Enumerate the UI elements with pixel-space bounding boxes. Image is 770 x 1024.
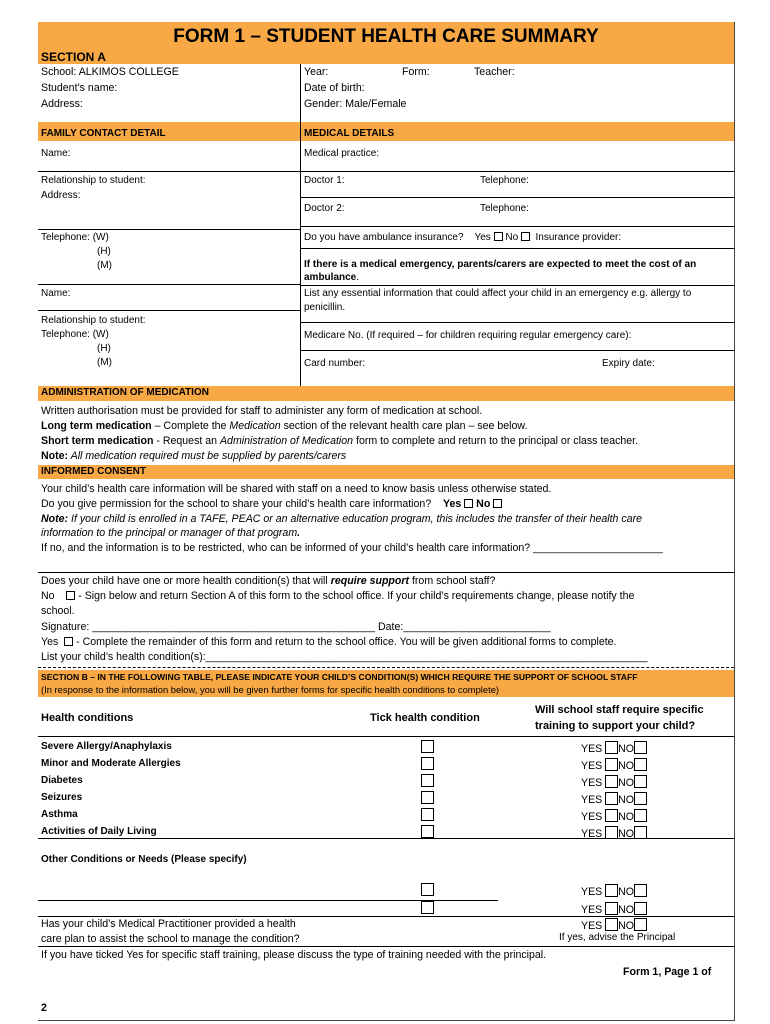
year-label[interactable]: Year: [304, 66, 329, 78]
practitioner-line2: care plan to assist the school to manage the condition? [41, 933, 300, 945]
address-label[interactable]: Address: [41, 98, 83, 110]
family-telephone-w-2[interactable]: Telephone: (W) [41, 329, 109, 340]
form-label[interactable]: Form: [402, 66, 430, 78]
condition-no-checkbox[interactable] [634, 758, 647, 771]
col-health-conditions: Health conditions [41, 712, 134, 724]
other-training-1: YES NO [581, 884, 647, 899]
condition-tick-checkbox[interactable] [421, 808, 434, 821]
expiry-date[interactable]: Expiry date: [602, 358, 655, 369]
advise-principal: If yes, advise the Principal [559, 932, 676, 943]
family-heading: FAMILY CONTACT DETAIL [41, 128, 166, 139]
consent-no-checkbox[interactable] [493, 499, 502, 508]
condition-no-checkbox[interactable] [634, 792, 647, 805]
other-tick-checkbox-2[interactable] [421, 901, 434, 914]
other-yes-checkbox-2[interactable] [605, 902, 618, 915]
medicare-number[interactable]: Medicare No. (If required – for children requiring regular emergency care): [304, 330, 632, 341]
school-label: School: ALKIMOS COLLEGE [41, 66, 179, 78]
consent-yes-checkbox[interactable] [464, 499, 473, 508]
family-telephone-m-1[interactable]: (M) [97, 260, 112, 271]
condition-training: YES NO [581, 792, 647, 807]
consent-restrict-line[interactable]: If no, and the information is to be restricted, who can be informed of your child’s health care information? ______________________ [41, 542, 663, 554]
ambulance-no-checkbox[interactable] [521, 232, 530, 241]
training-note: If you have ticked Yes for specific staff training, please discuss the type of training needed with the principal. [41, 949, 547, 961]
condition-label: Severe Allergy/Anaphylaxis [41, 741, 172, 752]
medical-heading: MEDICAL DETAILS [304, 128, 395, 139]
essential-info-line1[interactable]: List any essential information that could affect your child in an emergency e.g. allergy to [304, 288, 692, 299]
practitioner-line1: Has your child’s Medical Practitioner provided a health [41, 918, 296, 930]
admin-line1: Written authorisation must be provided for staff to administer any form of medication at school. [41, 405, 483, 417]
section-b-heading: SECTION B – IN THE FOLLOWING TABLE, PLEASE INDICATE YOUR CHILD’S CONDITION(S) WHICH REQUIRE THE SUPPORT OF SCHOOL STAFF [41, 672, 638, 682]
dob-label[interactable]: Date of birth: [304, 82, 365, 94]
card-number[interactable]: Card number: [304, 358, 366, 369]
admin-heading: ADMINISTRATION OF MEDICATION [41, 387, 209, 398]
consent-line1: Your child’s health care information will be shared with staff on a need to know basis unless otherwise stated. [41, 483, 552, 495]
family-name-1[interactable]: Name: [41, 148, 71, 159]
condition-yes-checkbox[interactable] [605, 792, 618, 805]
section-b-subheading: (In response to the information below, you will be given further forms for specific health conditions to complete) [41, 684, 500, 695]
condition-row [38, 790, 734, 807]
family-address-1[interactable]: Address: [41, 190, 81, 201]
family-telephone-h-2[interactable]: (H) [97, 343, 111, 354]
condition-row [38, 739, 734, 756]
condition-yes-checkbox[interactable] [605, 809, 618, 822]
emergency-cost-note: If there is a medical emergency, parents/carers are expected to meet the cost of an ambulance. [304, 259, 697, 283]
practitioner-no-checkbox[interactable] [634, 918, 647, 931]
support-no-checkbox[interactable] [66, 591, 75, 600]
condition-label: Asthma [41, 809, 78, 820]
condition-label: Minor and Moderate Allergies [41, 758, 181, 769]
column-divider [300, 64, 301, 386]
ambulance-yes-checkbox[interactable] [494, 232, 503, 241]
gender-label[interactable]: Gender: Male/Female [304, 98, 407, 110]
family-telephone-m-2[interactable]: (M) [97, 357, 112, 368]
support-no-line: No - Sign below and return Section A of this form to the school office. If your child’s requirements change, please notify the [41, 590, 635, 602]
section-a-band [38, 51, 734, 64]
family-relationship-1[interactable]: Relationship to student: [41, 175, 146, 186]
condition-yes-checkbox[interactable] [605, 758, 618, 771]
form-title: FORM 1 – STUDENT HEALTH CARE SUMMARY [38, 22, 734, 51]
condition-training: YES NO [581, 741, 647, 756]
other-training-2: YES NO [581, 902, 647, 917]
other-conditions-label: Other Conditions or Needs (Please specify) [41, 854, 247, 865]
consent-note-line2: information to the principal or manager of that program. [41, 527, 301, 539]
family-telephone-w-1[interactable]: Telephone: (W) [41, 232, 109, 243]
consent-permission: Do you give permission for the school to share your child’s health care information? Yes No [41, 498, 502, 511]
doctor-1-telephone[interactable]: Telephone: [480, 175, 529, 186]
family-telephone-h-1[interactable]: (H) [97, 246, 111, 257]
col-tick: Tick health condition [370, 712, 480, 724]
page-indicator: Form 1, Page 1 of [623, 966, 712, 978]
consent-note-line1: Note: If your child is enrolled in a TAFE, PEAC or an alternative education program, this includes the transfer of their health care [41, 513, 642, 525]
condition-tick-checkbox[interactable] [421, 774, 434, 787]
medical-practice[interactable]: Medical practice: [304, 148, 380, 159]
condition-training: YES NO [581, 775, 647, 790]
other-no-checkbox-1[interactable] [634, 884, 647, 897]
condition-no-checkbox[interactable] [634, 809, 647, 822]
condition-label: Diabetes [41, 775, 83, 786]
doctor-1[interactable]: Doctor 1: [304, 175, 345, 186]
condition-row [38, 773, 734, 790]
section-a-heading: SECTION A [41, 50, 106, 64]
condition-label: Activities of Daily Living [41, 826, 157, 837]
health-conditions-list[interactable]: List your child’s health condition(s):___________________________________________________________________________ [41, 651, 648, 663]
support-no-line2: school. [41, 605, 75, 617]
signature-line[interactable]: Signature: ________________________________________________ Date:_________________________ [41, 621, 551, 633]
support-question: Does your child have one or more health condition(s) that will require support from school staff? [41, 575, 496, 587]
admin-note: Note: All medication required must be supplied by parents/carers [41, 450, 347, 462]
condition-tick-checkbox[interactable] [421, 825, 434, 838]
student-name-label[interactable]: Student’s name: [41, 82, 118, 94]
admin-long-term: Long term medication – Complete the Medication section of the relevant health care plan – see below. [41, 420, 528, 432]
condition-tick-checkbox[interactable] [421, 791, 434, 804]
page-number: 2 [41, 1002, 47, 1014]
condition-tick-checkbox[interactable] [421, 757, 434, 770]
col-training-line1: Will school staff require specific [535, 704, 704, 716]
doctor-2[interactable]: Doctor 2: [304, 203, 345, 214]
condition-yes-checkbox[interactable] [605, 775, 618, 788]
condition-no-checkbox[interactable] [634, 741, 647, 754]
support-yes-line: Yes - Complete the remainder of this form and return to the school office. You will be given additional forms to complete. [41, 636, 617, 648]
family-relationship-2[interactable]: Relationship to student: [41, 315, 146, 326]
teacher-label[interactable]: Teacher: [474, 66, 515, 78]
consent-heading: INFORMED CONSENT [41, 466, 146, 477]
condition-row [38, 756, 734, 773]
col-training-line2: training to support your child? [535, 720, 696, 732]
practitioner-yes-checkbox[interactable] [605, 918, 618, 931]
condition-tick-checkbox[interactable] [421, 740, 434, 753]
condition-training: YES NO [581, 758, 647, 773]
support-yes-checkbox[interactable] [64, 637, 73, 646]
family-name-2[interactable]: Name: [41, 288, 71, 299]
condition-no-checkbox[interactable] [634, 775, 647, 788]
essential-info-line2: penicillin. [304, 302, 346, 313]
condition-yes-checkbox[interactable] [605, 741, 618, 754]
other-no-checkbox-2[interactable] [634, 902, 647, 915]
doctor-2-telephone[interactable]: Telephone: [480, 203, 529, 214]
ambulance-question: Do you have ambulance insurance? Yes No Insurance provider: [304, 232, 622, 243]
condition-training: YES NO [581, 826, 647, 841]
condition-label: Seizures [41, 792, 83, 803]
other-yes-checkbox-1[interactable] [605, 884, 618, 897]
admin-short-term: Short term medication - Request an Administration of Medication form to complete and return to the principal or class teacher. [41, 435, 639, 447]
practitioner-training: YES NO [581, 918, 647, 933]
condition-row [38, 807, 734, 824]
condition-training: YES NO [581, 809, 647, 824]
health-care-form [38, 22, 735, 1021]
other-tick-checkbox-1[interactable] [421, 883, 434, 896]
